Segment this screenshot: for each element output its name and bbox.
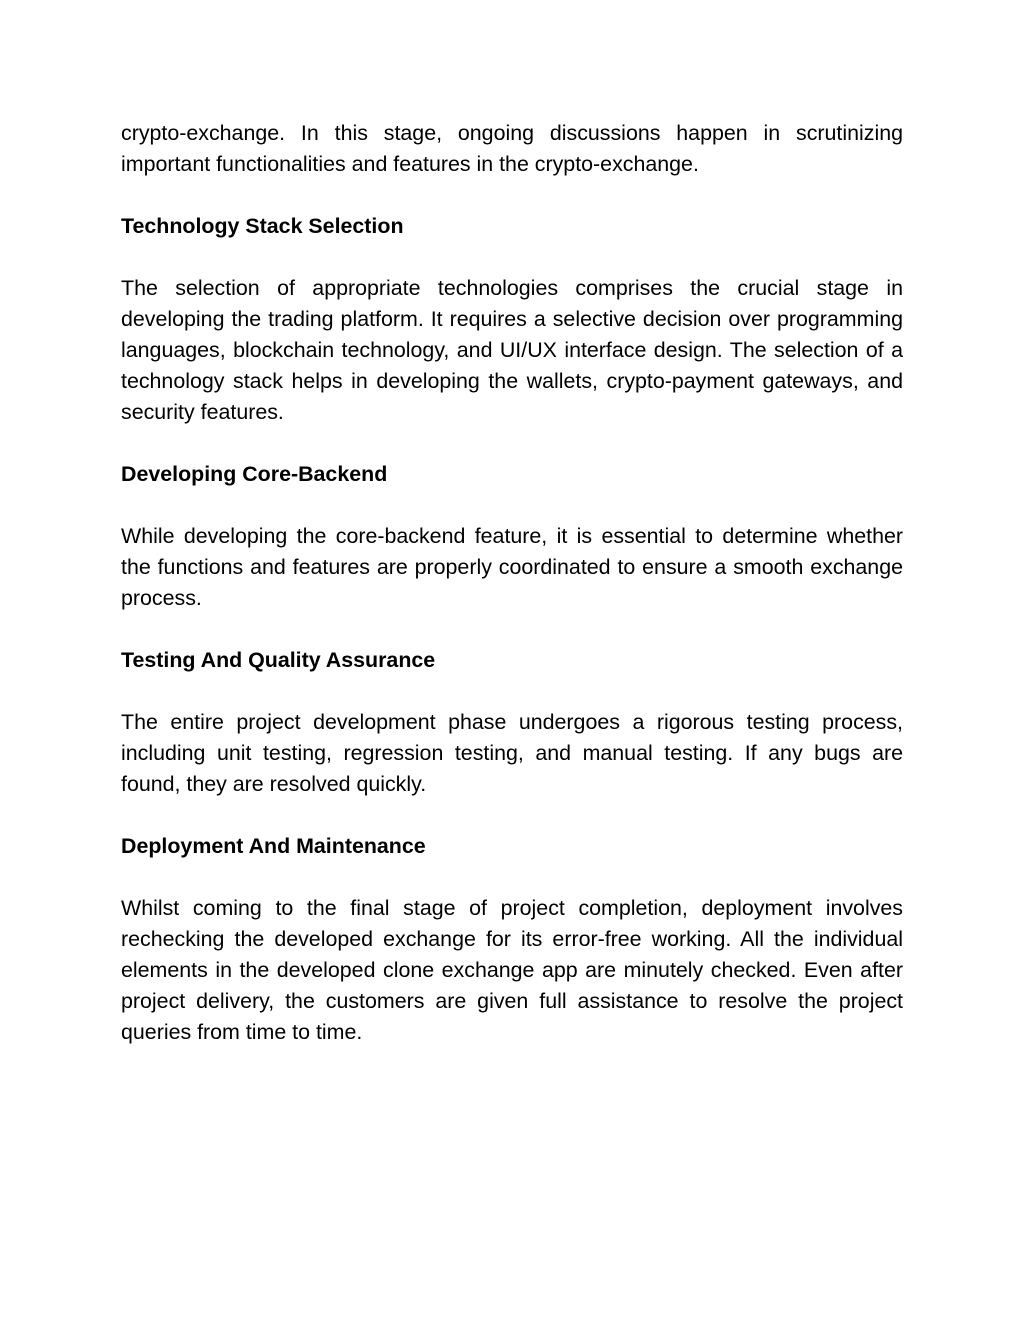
section-body-core-backend: While developing the core-backend feature, it is essential to determine whether the functions and features are properly coordinated to ensure a smooth exchange process. <box>121 524 903 610</box>
section-body-deployment: Whilst coming to the final stage of project completion, deployment involves rechecking the developed exchange for its error-free working. All the individual elements in the developed clone exchange app are minutely checked. Even after project delivery, the customers are given full assistance to resolve the project queries from time to time. <box>121 896 903 1044</box>
section-body-technology-stack: The selection of appropriate technologies comprises the crucial stage in developing the trading platform. It requires a selective decision over programming languages, blockchain technology, and UI/UX interface design. The selection of a technology stack helps in developing the wallets, crypto-payment gateways, and security features. <box>121 276 903 424</box>
section-heading-deployment: Deployment And Maintenance <box>121 834 426 858</box>
intro-paragraph: crypto-exchange. In this stage, ongoing discussions happen in scrutinizing important functionalities and features in the crypto-exchange. <box>121 121 903 176</box>
section-heading-technology-stack: Technology Stack Selection <box>121 214 404 238</box>
section-heading-core-backend: Developing Core-Backend <box>121 462 388 486</box>
section-heading-testing: Testing And Quality Assurance <box>121 648 436 672</box>
section-body-testing: The entire project development phase undergoes a rigorous testing process, including unit testing, regression testing, and manual testing. If any bugs are found, they are resolved quickly. <box>121 710 903 796</box>
document-body <box>121 118 903 1079</box>
